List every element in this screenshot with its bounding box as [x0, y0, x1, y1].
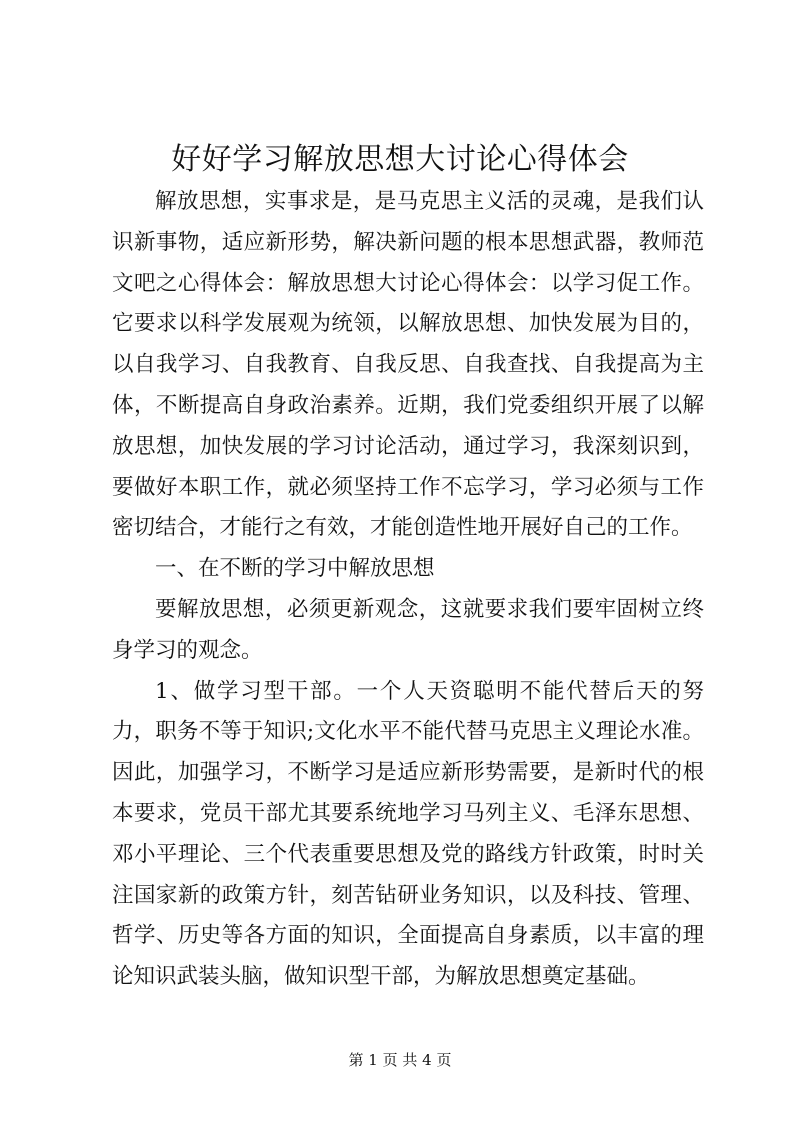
document-title: 好好学习解放思想大讨论心得体会 [171, 142, 629, 177]
paragraph-learning-cadre: 1、做学习型干部。一个人天资聪明不能代替后天的努力，职务不等于知识;文化水平不能代替马克思主义理论水准。因此，加强学习，不断学习是适应新形势需要，是新时代的根本要求，党员干部尤其要系统地学习马列主义、毛泽东思想、邓小平理论、三个代表重要思想及党的路线方针政策，时时关注国家新的政策方针，刻苦钻研业务知识，以及科技、管理、哲学、历史等各方面的知识，全面提高自身素质，以丰富的理论知识武装头脑，做知识型干部，为解放思想奠定基础。 [112, 678, 704, 990]
document-body [112, 182, 704, 998]
paragraph-update-concepts: 要解放思想，必须更新观念，这就要求我们要牢固树立终身学习的观念。 [112, 596, 704, 663]
section-heading: 一、在不断的学习中解放思想 [155, 556, 435, 582]
paragraph-intro: 解放思想，实事求是，是马克思主义活的灵魂，是我们认识新事物，适应新形势，解决新问题的根本思想武器，教师范文吧之心得体会：解放思想大讨论心得体会：以学习促工作。它要求以科学发展观为统领，以解放思想、加快发展为目的，以自我学习、自我教育、自我反思、自我查找、自我提高为主体，不断提高自身政治素养。近期，我们党委组织开展了以解放思想，加快发展的学习讨论活动，通过学习，我深刻识到，要做好本职工作，就必须坚持工作不忘学习，学习必须与工作密切结合，才能行之有效，才能创造性地开展好自己的工作。 [112, 189, 704, 541]
page-footer: 第 1 页 共 4 页 [348, 1051, 452, 1069]
